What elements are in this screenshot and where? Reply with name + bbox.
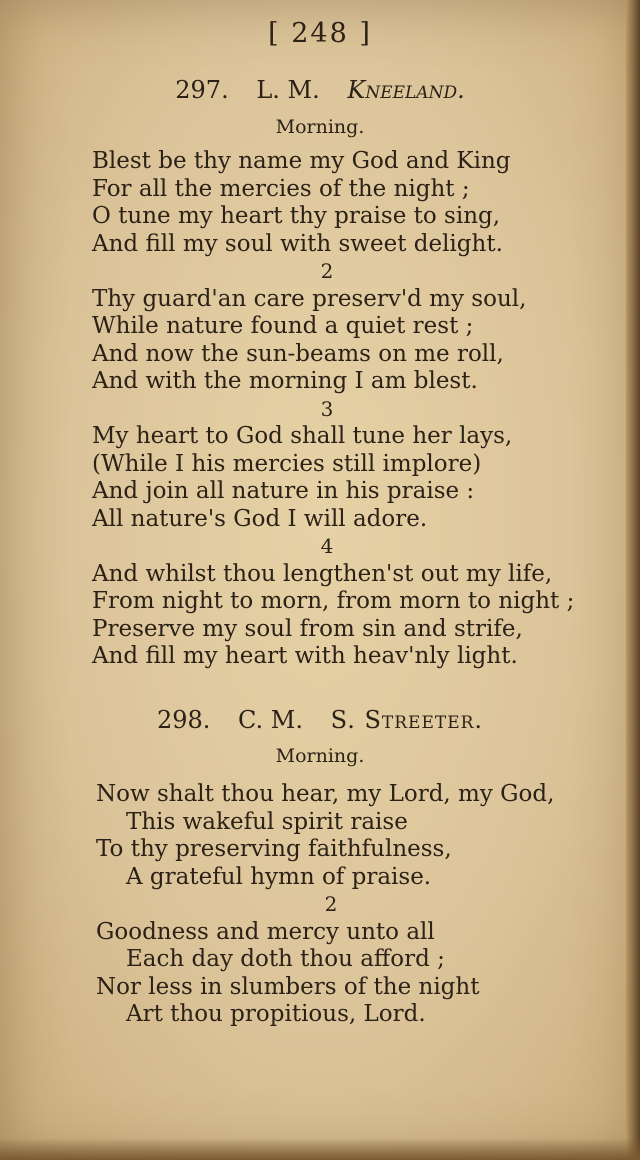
verse	[92, 148, 602, 258]
verse-line: Nor less in slumbers of the night	[96, 973, 480, 1000]
hymn-subtitle: Morning.	[275, 116, 365, 138]
hymn-tune: S. Streeter.	[330, 706, 484, 734]
verse-line: Each day doth thou afford ;	[126, 946, 445, 972]
verse-line: Thy guard'an care preserv'd my soul,	[92, 285, 527, 312]
verse-line: And fill my soul with sweet delight.	[92, 230, 503, 257]
hymn-header-298	[0, 706, 640, 734]
verse	[92, 533, 602, 671]
verse-line: For all the mercies of the night ;	[92, 175, 470, 202]
verse-line: This wakeful spirit raise	[126, 808, 408, 835]
page-number: [ 248 ]	[268, 18, 372, 49]
verse-line: All nature's God I will adore.	[92, 505, 428, 532]
page-spine	[626, 0, 640, 1160]
verse	[96, 891, 606, 1029]
verse-number: 2	[324, 892, 338, 916]
verse-line: Art thou propitious, Lord.	[126, 1001, 426, 1027]
verse-number: 3	[320, 396, 334, 421]
verse-line: While nature found a quiet rest ;	[92, 313, 474, 339]
verse-line: And with the morning I am blest.	[92, 368, 478, 394]
verse	[92, 396, 602, 534]
verse-line: From night to morn, from morn to night ;	[92, 588, 575, 614]
verse-number: 4	[320, 534, 334, 558]
hymn-297-text	[92, 148, 602, 671]
verse-line: Goodness and mercy unto all	[96, 918, 435, 945]
verse	[96, 781, 606, 891]
verse-line: To thy preserving faithfulness,	[96, 836, 452, 862]
verse-line: And fill my heart with heav'nly light.	[92, 643, 518, 669]
hymn-subtitle: Morning.	[275, 745, 365, 767]
verse-line: And whilst thou lengthen'st out my life,	[92, 560, 553, 587]
hymn-tune: Kneeland.	[347, 76, 465, 104]
page-bottom-edge	[0, 1138, 640, 1160]
verse-number: 2	[320, 259, 334, 283]
verse-line: A grateful hymn of praise.	[126, 863, 432, 890]
hymn-number: 298.	[156, 706, 211, 734]
verse-line: O tune my heart thy praise to sing,	[92, 203, 501, 229]
verse-line: Blest be thy name my God and King	[92, 148, 511, 174]
verse-line: And now the sun-beams on me roll,	[92, 340, 504, 367]
hymn-meter: L. M.	[256, 76, 320, 104]
verse-line: And join all nature in his praise :	[92, 478, 475, 504]
verse-line: Now shalt thou hear, my Lord, my God,	[96, 781, 555, 807]
hymn-meter: C. M.	[238, 706, 303, 734]
hymn-header-297	[0, 76, 640, 104]
hymn-number: 297.	[175, 76, 229, 104]
hymn-298-text	[96, 781, 606, 1029]
verse-line: Preserve my soul from sin and strife,	[92, 615, 523, 642]
verse-line: (While I his mercies still implore)	[92, 450, 482, 477]
verse-line: My heart to God shall tune her lays,	[92, 423, 513, 449]
verse	[92, 258, 602, 396]
